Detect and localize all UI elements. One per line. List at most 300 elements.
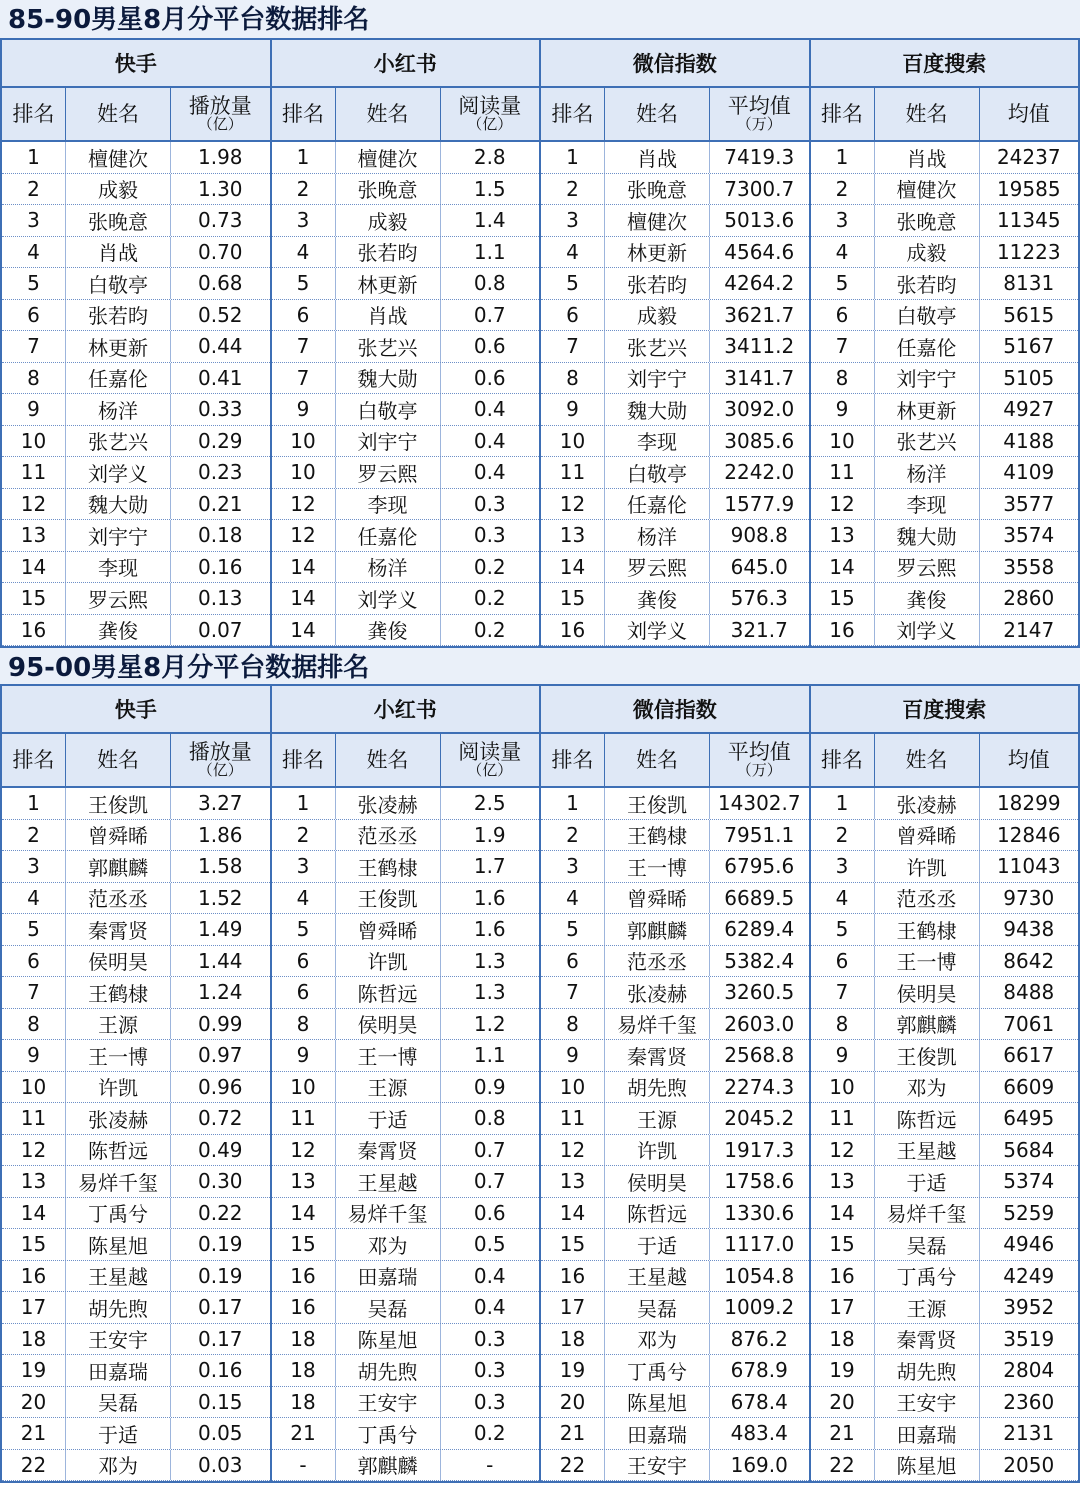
rank-cell: 4 <box>272 237 336 268</box>
name-cell: 曾舜晞 <box>66 820 171 851</box>
header-metric-unit: （亿） <box>197 761 243 780</box>
rank-cell: 1 <box>272 788 336 819</box>
table-row <box>272 1450 540 1482</box>
value-cell: 0.19 <box>197 1263 243 1288</box>
name-cell: 檀健次 <box>336 142 441 173</box>
table-row <box>541 820 809 852</box>
value-cell: 2147 <box>1003 617 1055 642</box>
name-cell: 杨洋 <box>66 394 171 425</box>
table-row <box>811 1135 1079 1167</box>
table-row <box>541 394 809 426</box>
name-cell: 龚俊 <box>605 583 710 614</box>
rank-cell: 11 <box>811 1103 875 1134</box>
value-cell: 8488 <box>1003 980 1055 1005</box>
rank-cell: 3 <box>811 205 875 236</box>
table-row <box>811 174 1079 206</box>
header-rank: 排名 <box>272 734 336 786</box>
rank-cell: 9 <box>811 1040 875 1071</box>
table-row <box>272 1103 540 1135</box>
value-cell: 5382.4 <box>724 948 795 973</box>
column-headers <box>272 734 540 788</box>
rank-cell: 11 <box>2 457 66 488</box>
rank-cell: 8 <box>2 363 66 394</box>
table-row <box>541 615 809 647</box>
name-cell: 王俊凯 <box>875 1040 980 1071</box>
value-cell: 0.68 <box>197 271 243 296</box>
column-headers <box>541 734 809 788</box>
value-cell: 1117.0 <box>724 1232 795 1257</box>
table-row <box>2 520 270 552</box>
rank-cell: 10 <box>272 426 336 457</box>
rank-cell: 8 <box>811 363 875 394</box>
table-row <box>272 946 540 978</box>
value-cell: 24237 <box>996 145 1061 170</box>
value-cell: 1.24 <box>197 980 243 1005</box>
table-row <box>272 300 540 332</box>
table-row <box>541 268 809 300</box>
name-cell: 侯明昊 <box>66 946 171 977</box>
rank-cell: 5 <box>272 914 336 945</box>
name-cell: 张若昀 <box>875 268 980 299</box>
table-row <box>811 205 1079 237</box>
platform-table <box>811 40 1079 646</box>
value-cell: 0.6 <box>473 1200 506 1225</box>
rank-cell: 18 <box>2 1324 66 1355</box>
rank-cell: 21 <box>2 1418 66 1449</box>
name-cell: 许凯 <box>336 946 441 977</box>
name-cell: 肖战 <box>336 300 441 331</box>
name-cell: 邓为 <box>875 1072 980 1103</box>
name-cell: 邓为 <box>336 1229 441 1260</box>
rank-cell: 14 <box>2 1198 66 1229</box>
rank-cell: 1 <box>541 142 605 173</box>
name-cell: 陈星旭 <box>336 1324 441 1355</box>
table-row <box>541 1450 809 1482</box>
rank-cell: 5 <box>541 914 605 945</box>
name-cell: 侯明昊 <box>336 1009 441 1040</box>
value-cell: 4564.6 <box>724 239 795 264</box>
name-cell: 魏大勋 <box>336 363 441 394</box>
rank-cell: 9 <box>2 394 66 425</box>
value-cell: 483.4 <box>730 1421 788 1446</box>
header-metric-label: 平均值 <box>727 94 791 119</box>
rank-cell: 4 <box>2 883 66 914</box>
rank-cell: 16 <box>2 615 66 646</box>
rank-cell: 7 <box>811 331 875 362</box>
header-metric-label: 均值 <box>1007 101 1050 126</box>
table-row <box>272 788 540 820</box>
table-row <box>2 205 270 237</box>
table-row <box>2 615 270 647</box>
value-cell: 3260.5 <box>724 980 795 1005</box>
value-cell: 4946 <box>1003 1232 1055 1257</box>
value-cell: 0.15 <box>197 1389 243 1414</box>
name-cell: 范丞丞 <box>336 820 441 851</box>
rank-cell: 3 <box>811 851 875 882</box>
rank-cell: 19 <box>2 1355 66 1386</box>
value-cell: 5105 <box>1003 365 1055 390</box>
name-cell: 王俊凯 <box>605 788 710 819</box>
rank-cell: 4 <box>272 883 336 914</box>
name-cell: 檀健次 <box>66 142 171 173</box>
table-row <box>272 237 540 269</box>
rank-cell: 8 <box>2 1009 66 1040</box>
rank-cell: 7 <box>2 331 66 362</box>
value-cell: 0.9 <box>473 1074 506 1099</box>
table-row <box>811 977 1079 1009</box>
table-row <box>541 552 809 584</box>
table-row <box>272 914 540 946</box>
rank-cell: 5 <box>541 268 605 299</box>
rank-cell: 8 <box>272 1009 336 1040</box>
value-cell: 1.6 <box>473 885 506 910</box>
value-cell: 1758.6 <box>724 1169 795 1194</box>
rank-cell: 4 <box>541 883 605 914</box>
column-headers <box>2 88 270 142</box>
rank-cell: 20 <box>2 1387 66 1418</box>
rank-cell: 3 <box>272 851 336 882</box>
value-cell: 0.16 <box>197 1358 243 1383</box>
name-cell: 白敬亭 <box>605 457 710 488</box>
table-row <box>541 1292 809 1324</box>
value-cell: 576.3 <box>730 586 788 611</box>
name-cell: 杨洋 <box>605 520 710 551</box>
name-cell: 肖战 <box>66 237 171 268</box>
value-cell: 0.07 <box>197 617 243 642</box>
header-metric-label: 阅读量 <box>458 740 522 765</box>
value-cell: 876.2 <box>730 1326 788 1351</box>
value-cell: 0.3 <box>473 1389 506 1414</box>
value-cell: 1.52 <box>197 885 243 910</box>
rank-cell: 5 <box>272 268 336 299</box>
name-cell: 林更新 <box>605 237 710 268</box>
value-cell: 1917.3 <box>724 1137 795 1162</box>
value-cell: 0.4 <box>473 1295 506 1320</box>
value-cell: 1577.9 <box>724 491 795 516</box>
name-cell: 龚俊 <box>66 615 171 646</box>
name-cell: 林更新 <box>66 331 171 362</box>
value-cell: 1.7 <box>473 854 506 879</box>
value-cell: 678.4 <box>730 1389 788 1414</box>
name-cell: 胡先煦 <box>336 1355 441 1386</box>
rank-cell: 8 <box>541 1009 605 1040</box>
value-cell: 6795.6 <box>724 854 795 879</box>
value-cell: 645.0 <box>730 554 788 579</box>
table-row <box>811 914 1079 946</box>
name-cell: 田嘉瑞 <box>875 1418 980 1449</box>
header-metric-label: 播放量 <box>188 740 252 765</box>
value-cell: 2360 <box>1003 1389 1055 1414</box>
value-cell: 0.19 <box>197 1232 243 1257</box>
name-cell: 陈星旭 <box>605 1387 710 1418</box>
rank-cell: 21 <box>541 1418 605 1449</box>
rank-cell: 16 <box>272 1292 336 1323</box>
value-cell: 4188 <box>1003 428 1055 453</box>
value-cell: 7061 <box>1003 1011 1055 1036</box>
value-cell: 6609 <box>1003 1074 1055 1099</box>
column-headers <box>811 88 1079 142</box>
rank-cell: 14 <box>541 552 605 583</box>
value-cell: 1.58 <box>197 854 243 879</box>
rank-cell: 12 <box>272 1135 336 1166</box>
rank-cell: 6 <box>272 977 336 1008</box>
value-cell: 5684 <box>1003 1137 1055 1162</box>
table-row <box>541 1040 809 1072</box>
header-metric-unit: （亿） <box>467 115 513 134</box>
rank-cell: 6 <box>272 300 336 331</box>
header-name: 姓名 <box>875 88 980 140</box>
table-row <box>811 1418 1079 1450</box>
rank-cell: 2 <box>272 820 336 851</box>
platform-name: 百度搜索 <box>811 40 1079 88</box>
name-cell: 于适 <box>66 1418 171 1449</box>
header-metric <box>441 88 540 140</box>
rank-cell: 16 <box>2 1261 66 1292</box>
rank-cell: 5 <box>811 268 875 299</box>
name-cell: 罗云熙 <box>875 552 980 583</box>
header-rank: 排名 <box>811 734 875 786</box>
table-row <box>2 1135 270 1167</box>
platform-table <box>2 40 272 646</box>
value-cell: 19585 <box>996 176 1061 201</box>
rank-cell: 19 <box>541 1355 605 1386</box>
table-row <box>2 489 270 521</box>
table-row <box>2 1292 270 1324</box>
name-cell: 陈哲远 <box>66 1135 171 1166</box>
rank-cell: - <box>272 1450 336 1481</box>
rank-cell: 6 <box>541 300 605 331</box>
table-row <box>811 1166 1079 1198</box>
name-cell: 王源 <box>336 1072 441 1103</box>
rank-cell: 14 <box>272 583 336 614</box>
table-row <box>541 977 809 1009</box>
value-cell: 0.03 <box>197 1452 243 1477</box>
name-cell: 陈哲远 <box>336 977 441 1008</box>
header-metric <box>171 88 270 140</box>
name-cell: 郭麒麟 <box>66 851 171 882</box>
rank-cell: 1 <box>2 788 66 819</box>
rank-cell: 9 <box>541 394 605 425</box>
rank-cell: 7 <box>272 363 336 394</box>
name-cell: 肖战 <box>875 142 980 173</box>
table-row <box>272 1229 540 1261</box>
rank-cell: 10 <box>272 1072 336 1103</box>
name-cell: 王星越 <box>605 1261 710 1292</box>
table-row <box>541 1418 809 1450</box>
table-row <box>2 1450 270 1482</box>
value-cell: 1009.2 <box>724 1295 795 1320</box>
platform-table <box>541 40 811 646</box>
value-cell: 3092.0 <box>724 397 795 422</box>
value-cell: 2274.3 <box>724 1074 795 1099</box>
name-cell: 王俊凯 <box>66 788 171 819</box>
name-cell: 王安宇 <box>66 1324 171 1355</box>
value-cell: 1.3 <box>473 948 506 973</box>
name-cell: 郭麒麟 <box>875 1009 980 1040</box>
value-cell: 2860 <box>1003 586 1055 611</box>
rank-cell: 22 <box>541 1450 605 1481</box>
platform-table <box>811 686 1079 1481</box>
name-cell: 王星越 <box>336 1166 441 1197</box>
name-cell: 檀健次 <box>875 174 980 205</box>
value-cell: 2.8 <box>473 145 506 170</box>
value-cell: 0.05 <box>197 1421 243 1446</box>
name-cell: 刘学义 <box>336 583 441 614</box>
table-row <box>2 268 270 300</box>
name-cell: 刘宇宁 <box>605 363 710 394</box>
rank-cell: 2 <box>272 174 336 205</box>
table-row <box>2 1418 270 1450</box>
table-row <box>811 457 1079 489</box>
rank-cell: 6 <box>272 946 336 977</box>
table-row <box>811 788 1079 820</box>
table-row <box>541 174 809 206</box>
value-cell: 0.44 <box>197 334 243 359</box>
value-cell: 3574 <box>1003 523 1055 548</box>
name-cell: 王源 <box>875 1292 980 1323</box>
name-cell: 丁禹兮 <box>66 1198 171 1229</box>
name-cell: 张晚意 <box>66 205 171 236</box>
table-row <box>541 142 809 174</box>
value-cell: 3.27 <box>197 791 243 816</box>
table-row <box>272 1418 540 1450</box>
header-name: 姓名 <box>66 88 171 140</box>
name-cell: 白敬亭 <box>875 300 980 331</box>
value-cell: 11223 <box>996 239 1061 264</box>
value-cell: 0.4 <box>473 1263 506 1288</box>
rank-cell: 5 <box>2 268 66 299</box>
table-row <box>272 363 540 395</box>
name-cell: 张若昀 <box>605 268 710 299</box>
name-cell: 白敬亭 <box>66 268 171 299</box>
name-cell: 成毅 <box>605 300 710 331</box>
table-row <box>541 1166 809 1198</box>
rank-cell: 3 <box>541 205 605 236</box>
rank-cell: 6 <box>811 946 875 977</box>
header-metric <box>441 734 540 786</box>
value-cell: 1.3 <box>473 980 506 1005</box>
rank-cell: 21 <box>272 1418 336 1449</box>
ranking-grid <box>0 40 1080 646</box>
name-cell: 任嘉伦 <box>605 489 710 520</box>
table-row <box>2 394 270 426</box>
table-row <box>2 946 270 978</box>
platform-table <box>541 686 811 1481</box>
value-cell: 3519 <box>1003 1326 1055 1351</box>
rank-cell: 15 <box>811 1229 875 1260</box>
table-row <box>811 363 1079 395</box>
table-row <box>2 174 270 206</box>
rank-cell: 15 <box>541 583 605 614</box>
rank-cell: 14 <box>811 552 875 583</box>
value-cell: 7419.3 <box>724 145 795 170</box>
header-metric-unit: （万） <box>736 761 782 780</box>
rank-cell: 20 <box>811 1387 875 1418</box>
rank-cell: 16 <box>541 1261 605 1292</box>
rank-cell: 13 <box>272 1166 336 1197</box>
table-row <box>2 426 270 458</box>
section-title: 85-90男星8月分平台数据排名 <box>0 0 1080 40</box>
name-cell: 肖战 <box>605 142 710 173</box>
rank-cell: 8 <box>541 363 605 394</box>
value-cell: 321.7 <box>730 617 788 642</box>
name-cell: 杨洋 <box>875 457 980 488</box>
section-title: 95-00男星8月分平台数据排名 <box>0 646 1080 686</box>
name-cell: 王源 <box>605 1103 710 1134</box>
rank-cell: 12 <box>541 489 605 520</box>
name-cell: 魏大勋 <box>875 520 980 551</box>
rank-cell: 19 <box>811 1355 875 1386</box>
rank-cell: 11 <box>811 457 875 488</box>
value-cell: 0.21 <box>197 491 243 516</box>
name-cell: 丁禹兮 <box>875 1261 980 1292</box>
value-cell: 2050 <box>1003 1452 1055 1477</box>
value-cell: 1.2 <box>473 1011 506 1036</box>
name-cell: 张艺兴 <box>605 331 710 362</box>
header-name: 姓名 <box>605 734 710 786</box>
name-cell: 田嘉瑞 <box>605 1418 710 1449</box>
table-row <box>272 174 540 206</box>
name-cell: 刘学义 <box>66 457 171 488</box>
value-cell: 678.9 <box>730 1358 788 1383</box>
value-cell: 3558 <box>1003 554 1055 579</box>
name-cell: 张凌赫 <box>875 788 980 819</box>
platform-table <box>272 686 542 1481</box>
header-rank: 排名 <box>811 88 875 140</box>
rank-cell: 13 <box>811 1166 875 1197</box>
table-row <box>541 363 809 395</box>
value-cell: 2804 <box>1003 1358 1055 1383</box>
table-row <box>2 788 270 820</box>
header-metric-label: 播放量 <box>188 94 252 119</box>
rank-cell: 3 <box>272 205 336 236</box>
name-cell: 吴磊 <box>875 1229 980 1260</box>
value-cell: 0.99 <box>197 1011 243 1036</box>
value-cell: 0.3 <box>473 1326 506 1351</box>
header-metric-unit: （亿） <box>197 115 243 134</box>
value-cell: - <box>486 1452 494 1477</box>
table-row <box>272 1387 540 1419</box>
rank-cell: 11 <box>272 1103 336 1134</box>
table-row <box>272 1292 540 1324</box>
value-cell: 1.30 <box>197 176 243 201</box>
table-row <box>2 820 270 852</box>
value-cell: 3952 <box>1003 1295 1055 1320</box>
column-headers <box>541 88 809 142</box>
name-cell: 成毅 <box>66 174 171 205</box>
value-cell: 908.8 <box>730 523 788 548</box>
name-cell: 王一博 <box>875 946 980 977</box>
value-cell: 6289.4 <box>724 917 795 942</box>
table-row <box>541 426 809 458</box>
rank-cell: 3 <box>2 851 66 882</box>
table-row <box>541 1198 809 1230</box>
header-metric <box>710 734 809 786</box>
rank-cell: 8 <box>811 1009 875 1040</box>
name-cell: 秦霄贤 <box>605 1040 710 1071</box>
rank-cell: 10 <box>2 426 66 457</box>
table-row <box>541 851 809 883</box>
value-cell: 0.17 <box>197 1295 243 1320</box>
table-row <box>541 1009 809 1041</box>
table-row <box>811 489 1079 521</box>
rank-cell: 5 <box>811 914 875 945</box>
value-cell: 1.1 <box>473 1043 506 1068</box>
name-cell: 吴磊 <box>66 1387 171 1418</box>
table-row <box>541 1387 809 1419</box>
value-cell: 0.6 <box>473 365 506 390</box>
table-row <box>541 489 809 521</box>
